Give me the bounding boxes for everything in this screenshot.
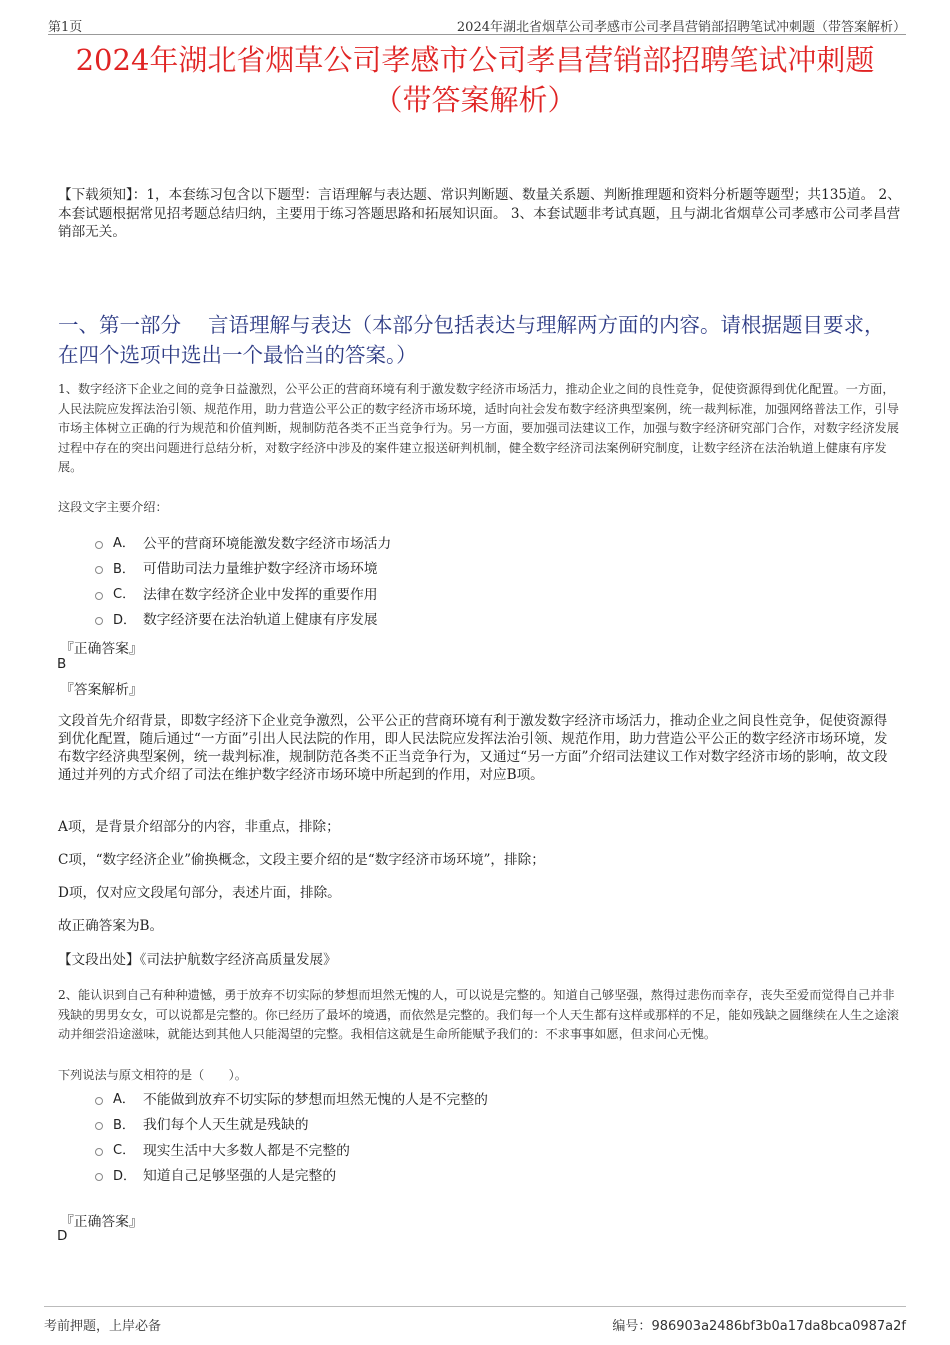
question-1-prompt: 这段文字主要介绍： [58, 500, 168, 514]
q1-option-c[interactable]: C． 法律在数字经济企业中发挥的重要作用 [95, 580, 391, 606]
page-number: 第1页 [48, 20, 83, 35]
q2-answer-label: 『正确答案』 [60, 1214, 143, 1230]
question-1-text: 1、数字经济下企业之间的竞争日益激烈，公平公正的营商环境有利于激发数字经济市场活力，推动企业之间的良性竞争，促使资源得到优化配置。一方面，人民法院应发挥法治引领、规范作用，助力营造公平公正的数字经济市场环境，适时向社会发布数字经济典型案例，统一裁判标准，加强网络普法工作，引导市场主体树立正确的行为规范和价值判断，规制防范各类不正当竞争行为。另一方面，要加强司法建议工作，加强与数字经济研究部门合作，对数字经济发展过程中存在的突出问题进行总结分析，对数字经济中涉及的案件建立报送研判机制，健全数字经济司法案例研究制度，让数字经济在法治轨道上健康有序发展。 [58, 382, 899, 474]
q2-option-a[interactable]: A． 不能做到放弃不切实际的梦想而坦然无愧的人是不完整的 [95, 1085, 488, 1111]
q2-option-b[interactable]: B． 我们每个人天生就是残缺的 [95, 1111, 488, 1137]
page-header [48, 14, 906, 35]
question-1-options [95, 529, 391, 631]
title-line-1: 2024年湖北省烟草公司孝感市公司孝昌营销部招聘笔试冲刺题 [75, 43, 875, 77]
header-doc-title: 2024年湖北省烟草公司孝感市公司孝昌营销部招聘笔试冲刺题（带答案解析） [456, 20, 906, 35]
q1-analysis-label: 『答案解析』 [60, 682, 143, 698]
footer-slogan: 考前押题，上岸必备 [44, 1319, 162, 1334]
radio-icon[interactable] [95, 541, 103, 549]
q2-answer: D [57, 1228, 68, 1244]
question-2-prompt: 下列说法与原文相符的是（ ）。 [58, 1068, 247, 1082]
title-line-2: （带答案解析） [373, 83, 577, 117]
q2-option-d[interactable]: D． 知道自己足够坚强的人是完整的 [95, 1162, 488, 1188]
q2-option-c[interactable]: C． 现实生活中大多数人都是不完整的 [95, 1136, 488, 1162]
q1-option-b[interactable]: B． 可借助司法力量维护数字经济市场环境 [95, 555, 391, 581]
radio-icon[interactable] [95, 1173, 103, 1181]
radio-icon[interactable] [95, 1122, 103, 1130]
section-heading: 一、第一部分 言语理解与表达（本部分包括表达与理解两方面的内容。请根据题目要求，在四个选项中选出一个最恰当的答案。） [58, 313, 885, 367]
q1-analysis: 文段首先介绍背景，即数字经济下企业竞争激烈，公平公正的营商环境有利于激发数字经济市场活力，推动企业之间良性竞争，促使资源得到优化配置，随后通过“一方面”引出人民法院的作用，即人民法院应发挥法治引领、规范作用，助力营造公平公正的数字经济市场环境，发布数字经济典型案例，统一裁判标准，规制防范各类不正当竞争行为，又通过“另一方面”介绍司法建议工作对数字经济市场的影响，故文段通过并列的方式介绍了司法在维护数字经济市场环境中所起到的作用，对应B项。 [58, 713, 888, 783]
q1-source: 【文段出处】《司法护航数字经济高质量发展》 [58, 952, 337, 968]
radio-icon[interactable] [95, 1148, 103, 1156]
radio-icon[interactable] [95, 617, 103, 625]
q1-note-a: A项，是背景介绍部分的内容，非重点，排除； [58, 819, 340, 835]
q1-answer-label: 『正确答案』 [60, 641, 143, 657]
q1-answer: B [57, 656, 67, 672]
question-2-text: 2、能认识到自己有种种遗憾，勇于放弃不切实际的梦想而坦然无愧的人，可以说是完整的。知道自己够坚强，熬得过悲伤而幸存，丧失至爱而觉得自己并非残缺的男男女女，可以说都是完整的。你已经历了最坏的境遇，而依然是完整的。我们每一个人天生都有这样或那样的不足，能如残缺之圆继续在人生之途滚动并细尝沿途滋味，就能达到其他人只能渴望的完整。我相信这就是生命所能赋予我们的：不求事事如愿，但求问心无愧。 [58, 988, 899, 1041]
page-footer [44, 1306, 906, 1337]
radio-icon[interactable] [95, 592, 103, 600]
q1-option-d[interactable]: D． 数字经济要在法治轨道上健康有序发展 [95, 606, 391, 632]
q1-note-d: D项，仅对应文段尾句部分，表述片面，排除。 [58, 885, 341, 901]
q1-option-a[interactable]: A． 公平的营商环境能激发数字经济市场活力 [95, 529, 391, 555]
q1-conclusion: 故正确答案为B。 [58, 918, 164, 934]
footer-serial: 编号：986903a2486bf3b0a17da8bca0987a2f [612, 1319, 906, 1334]
q1-note-c: C项，“数字经济企业”偷换概念，文段主要介绍的是“数字经济市场环境”，排除； [58, 852, 545, 868]
question-2-options [95, 1085, 488, 1187]
serial-code: 986903a2486bf3b0a17da8bca0987a2f [651, 1319, 906, 1334]
radio-icon[interactable] [95, 1097, 103, 1105]
download-notice: 【下载须知】：1，本套练习包含以下题型：言语理解与表达题、常识判断题、数量关系题、判断推理题和资料分析题等题型；共135道。 2、本套试题根据常见招考题总结归纳，主要用于练习答题思路和拓展知识面。 3、本套试题非考试真题，且与湖北省烟草公司孝感市公司孝昌营销部无关。 [58, 187, 901, 240]
radio-icon[interactable] [95, 566, 103, 574]
document-title [40, 40, 910, 120]
